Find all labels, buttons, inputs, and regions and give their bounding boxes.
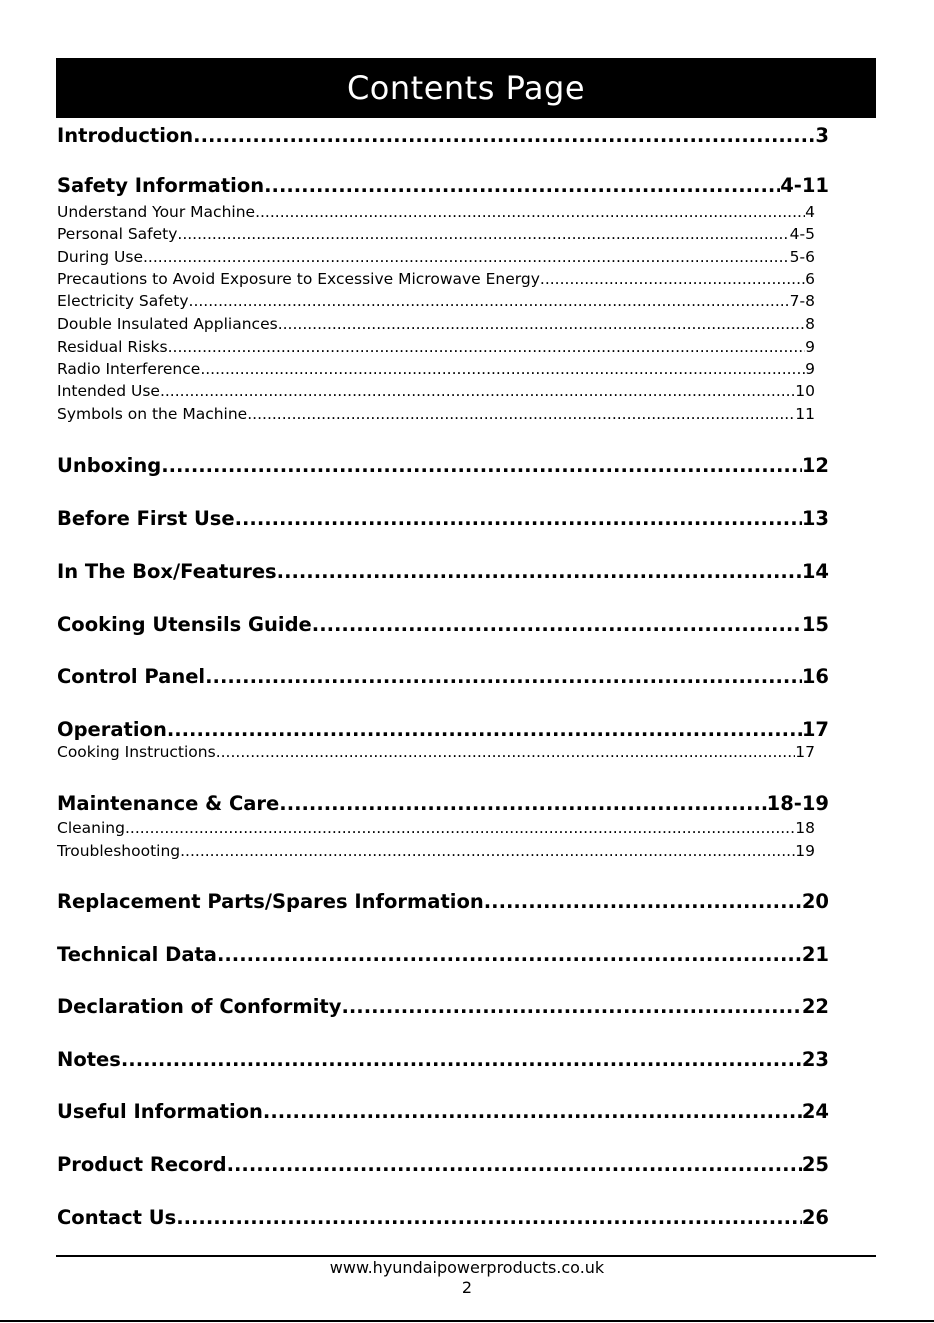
toc-dot-leader [263,1100,802,1123]
toc-dot-leader [278,315,805,333]
toc-entry-page: 23 [801,1048,829,1071]
toc-entry-title: Radio Interference [57,360,201,378]
toc-entry-cooking-utensils[interactable] [57,613,829,636]
toc-dot-leader [341,995,801,1018]
toc-entry-useful-information[interactable] [57,1100,829,1123]
toc-entry-page: 16 [801,665,829,688]
toc-entry-introduction[interactable] [57,124,829,147]
toc-entry-page: 3 [815,124,829,147]
footer-divider [56,1255,876,1257]
toc-entry-page: 26 [801,1206,829,1229]
toc-dot-leader [255,203,805,221]
toc-entry-title: Intended Use [57,382,160,400]
toc-entry-page: 5-6 [789,248,815,266]
toc-entry-title: Before First Use [57,507,235,530]
toc-entry-page: 10 [795,382,815,400]
toc-entry-title: Product Record [57,1153,227,1176]
toc-dot-leader [167,718,802,741]
toc-dot-leader [189,292,790,310]
toc-entry-page: 4 [805,203,815,221]
toc-entry-before-first-use[interactable] [57,507,829,530]
toc-entry-safety-information[interactable] [57,174,829,197]
toc-dot-leader [176,1206,802,1229]
toc-dot-leader [161,454,802,477]
toc-entry-title: Replacement Parts/Spares Information [57,890,484,913]
toc-entry-page: 18 [795,819,815,837]
toc-entry-title: Control Panel [57,665,206,688]
toc-subentry-precautions[interactable] [57,270,815,288]
toc-entry-title: Cooking Instructions [57,743,216,761]
toc-dot-leader [216,743,796,761]
toc-entry-page: 13 [801,507,829,530]
toc-entry-product-record[interactable] [57,1153,829,1176]
toc-entry-page: 22 [801,995,829,1018]
toc-subentry-troubleshooting[interactable] [57,842,815,860]
toc-entry-maintenance-care[interactable] [57,792,829,815]
toc-entry-technical-data[interactable] [57,943,829,966]
toc-entry-title: Operation [57,718,167,741]
toc-subentry-residual-risks[interactable] [57,338,815,356]
toc-entry-title: In The Box/Features [57,560,277,583]
toc-dot-leader [279,792,766,815]
toc-entry-page: 4-5 [789,225,815,243]
toc-entry-title: Troubleshooting [57,842,181,860]
toc-entry-page: 9 [805,338,815,356]
toc-entry-page: 21 [801,943,829,966]
toc-entry-in-the-box[interactable] [57,560,829,583]
toc-dot-leader [168,338,806,356]
toc-subentry-electricity-safety[interactable] [57,292,815,310]
toc-entry-title: Cleaning [57,819,125,837]
toc-subentry-double-insulated[interactable] [57,315,815,333]
toc-entry-title: Useful Information [57,1100,263,1123]
toc-entry-title: Residual Risks [57,338,168,356]
toc-subentry-intended-use[interactable] [57,382,815,400]
toc-entry-page: 8 [805,315,815,333]
footer-page-number: 2 [461,1278,473,1297]
toc-subentry-symbols[interactable] [57,405,815,423]
toc-dot-leader [277,560,802,583]
page-title: Contents Page [346,69,586,107]
toc-dot-leader [235,507,802,530]
toc-entry-page: 17 [801,718,829,741]
toc-dot-leader [312,613,802,636]
toc-dot-leader [193,124,815,147]
toc-entry-page: 6 [805,270,815,288]
toc-entry-control-panel[interactable] [57,665,829,688]
page-bottom-border [0,1320,934,1322]
toc-dot-leader [125,819,795,837]
toc-entry-notes[interactable] [57,1048,829,1071]
toc-entry-page: 9 [805,360,815,378]
toc-entry-replacement-parts[interactable] [57,890,829,913]
toc-entry-page: 19 [795,842,815,860]
contents-header-bar [56,58,876,118]
toc-entry-title: Maintenance & Care [57,792,280,815]
toc-entry-title: Introduction [57,124,194,147]
toc-dot-leader [217,943,802,966]
toc-entry-title: Understand Your Machine [57,203,256,221]
toc-entry-page: 17 [795,743,815,761]
toc-entry-operation[interactable] [57,718,829,741]
toc-dot-leader [205,665,802,688]
toc-entry-title: Contact Us [57,1206,177,1229]
toc-dot-leader [247,405,795,423]
toc-entry-title: Declaration of Conformity [57,995,342,1018]
toc-entry-title: Precautions to Avoid Exposure to Excessive Microwave Energy [57,270,540,288]
toc-dot-leader [227,1153,802,1176]
toc-subentry-cooking-instructions[interactable] [57,743,815,761]
toc-entry-page: 24 [801,1100,829,1123]
toc-subentry-understand-your-machine[interactable] [57,203,815,221]
toc-dot-leader [540,270,805,288]
toc-dot-leader [200,360,805,378]
toc-dot-leader [264,174,780,197]
toc-entry-title: Symbols on the Machine [57,405,248,423]
toc-entry-title: Safety Information [57,174,265,197]
toc-dot-leader [160,382,795,400]
toc-entry-unboxing[interactable] [57,454,829,477]
toc-subentry-personal-safety[interactable] [57,225,815,243]
toc-entry-page: 12 [801,454,829,477]
toc-dot-leader [484,890,802,913]
toc-entry-title: During Use [57,248,143,266]
toc-dot-leader [180,842,795,860]
toc-entry-title: Personal Safety [57,225,178,243]
toc-entry-title: Notes [57,1048,121,1071]
toc-entry-title: Double Insulated Appliances [57,315,278,333]
toc-entry-page: 4-11 [780,174,829,197]
toc-entry-page: 25 [801,1153,829,1176]
toc-entry-page: 20 [801,890,829,913]
footer-website-url[interactable]: www.hyundaipowerproducts.co.uk [329,1258,605,1277]
toc-entry-title: Electricity Safety [57,292,189,310]
toc-entry-declaration-of-conformity[interactable] [57,995,829,1018]
toc-dot-leader [143,248,790,266]
toc-entry-page: 7-8 [789,292,815,310]
toc-entry-page: 18-19 [766,792,829,815]
toc-dot-leader [121,1048,802,1071]
toc-entry-page: 15 [801,613,829,636]
toc-entry-page: 11 [795,405,815,423]
toc-entry-contact-us[interactable] [57,1206,829,1229]
toc-dot-leader [177,225,789,243]
toc-entry-title: Unboxing [57,454,162,477]
toc-subentry-cleaning[interactable] [57,819,815,837]
toc-subentry-radio-interference[interactable] [57,360,815,378]
toc-entry-page: 14 [801,560,829,583]
toc-entry-title: Cooking Utensils Guide [57,613,312,636]
toc-entry-title: Technical Data [57,943,217,966]
toc-subentry-during-use[interactable] [57,248,815,266]
